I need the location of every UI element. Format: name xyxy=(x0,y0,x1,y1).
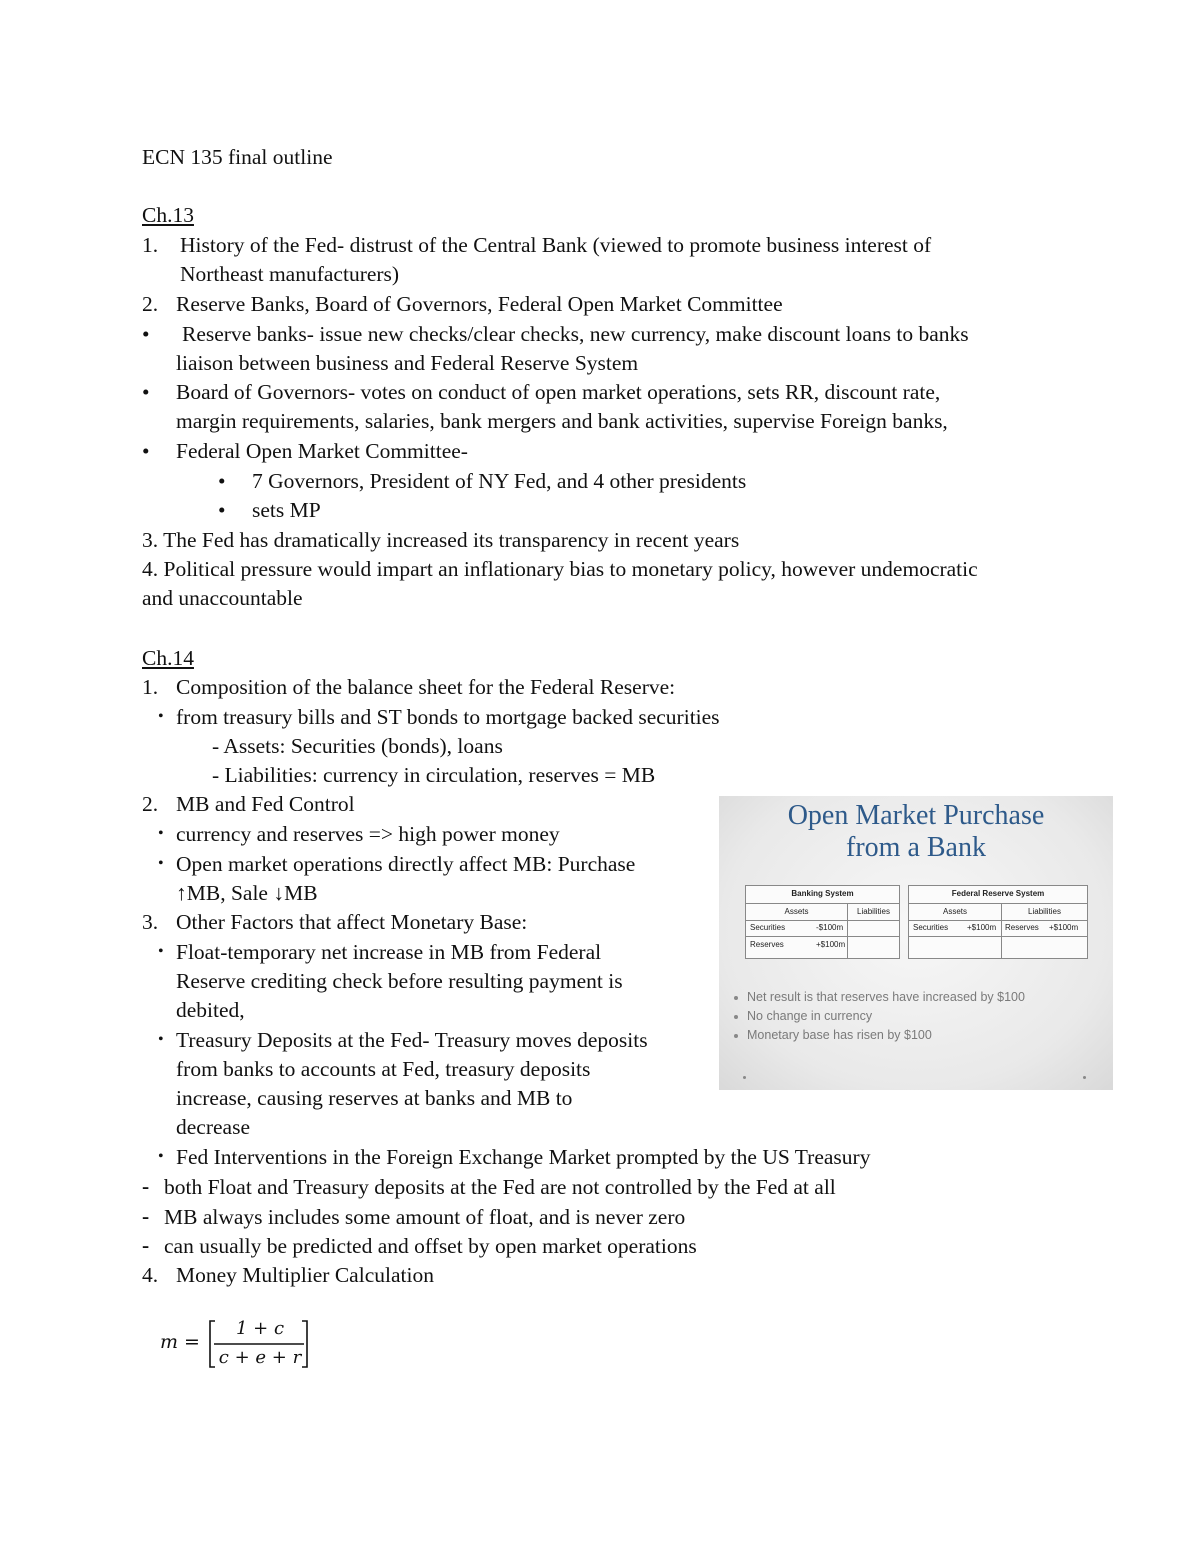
chapter-14-heading: Ch.14 xyxy=(142,646,194,670)
ch14-item3-bullet1-line3: debited, xyxy=(176,998,245,1022)
formula-numerator: 1 + c xyxy=(235,1318,285,1339)
ch14-item2-number: 2. xyxy=(142,792,159,816)
federal-reserve-t-account xyxy=(908,885,1088,959)
fed-assets-header: Assets xyxy=(942,907,967,916)
slide-bullet-icon xyxy=(734,996,738,1000)
bullet-icon: • xyxy=(158,943,164,960)
slide-title-line2: from a Bank xyxy=(846,832,986,863)
ch14-item4-number: 4. xyxy=(142,1263,159,1287)
bullet-icon: • xyxy=(158,1031,164,1048)
slide-bullet-icon xyxy=(734,1015,738,1019)
slide-corner-dot-icon xyxy=(1083,1076,1086,1079)
banking-reserves-label: Reserves xyxy=(750,940,784,949)
ch14-dash2: MB always includes some amount of float, and is never zero xyxy=(164,1205,686,1229)
bullet-icon: • xyxy=(142,322,150,346)
ch14-item3: Other Factors that affect Monetary Base: xyxy=(176,910,528,934)
ch13-item2-number: 2. xyxy=(142,292,159,316)
banking-reserves-value: +$100m xyxy=(816,940,846,949)
ch14-item3-bullet2-line1: Treasury Deposits at the Fed- Treasury moves deposits xyxy=(176,1028,648,1052)
fed-system-title: Federal Reserve System xyxy=(951,889,1045,898)
fed-reserves-label: Reserves xyxy=(1005,923,1039,932)
fed-reserves-value: +$100m xyxy=(1049,923,1079,932)
bullet-icon: • xyxy=(218,498,226,522)
document-title: ECN 135 final outline xyxy=(142,145,333,169)
ch14-item1: Composition of the balance sheet for the Federal Reserve: xyxy=(176,675,676,699)
ch13-item1-line2: Northeast manufacturers) xyxy=(180,262,400,286)
ch13-bullet3-sub2: sets MP xyxy=(252,498,321,522)
bullet-icon: • xyxy=(158,855,164,872)
slide-corner-dot-icon xyxy=(743,1076,746,1079)
banking-system-title: Banking System xyxy=(791,889,854,898)
banking-securities-label: Securities xyxy=(750,923,786,932)
ch14-item3-bullet2-line3: increase, causing reserves at banks and MB to xyxy=(176,1086,573,1110)
ch13-bullet2-line1: Board of Governors- votes on conduct of open market operations, sets RR, discount rate, xyxy=(176,380,941,404)
slide-bullet-1: Net result is that reserves have increased by $100 xyxy=(747,990,1025,1004)
slide-title-line1: Open Market Purchase xyxy=(787,800,1045,831)
banking-liabilities-header: Liabilities xyxy=(857,907,890,916)
ch14-item3-bullet1-line2: Reserve crediting check before resulting payment is xyxy=(176,969,623,993)
ch13-bullet3: Federal Open Market Committee- xyxy=(176,439,468,463)
ch14-item3-number: 3. xyxy=(142,910,159,934)
formula-lhs: m = xyxy=(160,1331,200,1353)
dash-icon: - xyxy=(142,1204,150,1228)
ch14-item2: MB and Fed Control xyxy=(176,792,355,816)
chapter-13-heading: Ch.13 xyxy=(142,203,194,227)
slide-bullet-3: Monetary base has risen by $100 xyxy=(747,1028,932,1042)
ch13-item1-line1: History of the Fed- distrust of the Central Bank (viewed to promote business interest of xyxy=(180,233,932,257)
ch14-item1-assets: - Assets: Securities (bonds), loans xyxy=(212,734,503,758)
ch13-item2: Reserve Banks, Board of Governors, Federal Open Market Committee xyxy=(176,292,783,316)
ch14-item1-number: 1. xyxy=(142,675,159,699)
money-multiplier-formula xyxy=(160,1318,320,1370)
ch14-item3-bullet2-line2: from banks to accounts at Fed, treasury deposits xyxy=(176,1057,591,1081)
ch13-bullet1-line2: liaison between business and Federal Reserve System xyxy=(176,351,639,375)
ch14-item1-liabilities: - Liabilities: currency in circulation, reserves = MB xyxy=(212,763,656,787)
ch14-item3-bullet2-line4: decrease xyxy=(176,1115,250,1139)
bullet-icon: • xyxy=(142,439,150,463)
open-market-purchase-slide xyxy=(719,796,1113,1090)
ch14-item2-bullet2-line1: Open market operations directly affect MB: Purchase xyxy=(176,852,636,876)
ch13-bullet3-sub1: 7 Governors, President of NY Fed, and 4 other presidents xyxy=(252,469,747,493)
bullet-icon: • xyxy=(158,825,164,842)
bullet-icon: • xyxy=(142,380,150,404)
ch14-item3-bullet3: Fed Interventions in the Foreign Exchange Market prompted by the US Treasury xyxy=(176,1145,871,1169)
bullet-icon: • xyxy=(158,708,164,725)
fed-liabilities-header: Liabilities xyxy=(1028,907,1061,916)
ch13-item4-line2: and unaccountable xyxy=(142,586,303,610)
banking-assets-header: Assets xyxy=(784,907,809,916)
ch14-item3-bullet1-line1: Float-temporary net increase in MB from Federal xyxy=(176,940,602,964)
banking-system-t-account xyxy=(745,885,900,959)
ch14-dash3: can usually be predicted and offset by open market operations xyxy=(164,1234,697,1258)
fed-securities-label: Securities xyxy=(913,923,949,932)
ch14-item4: Money Multiplier Calculation xyxy=(176,1263,434,1287)
ch14-dash1: both Float and Treasury deposits at the Fed are not controlled by the Fed at all xyxy=(164,1175,836,1199)
dash-icon: - xyxy=(142,1233,150,1257)
ch13-item3: 3. The Fed has dramatically increased its transparency in recent years xyxy=(142,528,740,552)
ch14-item1-bullet1: from treasury bills and ST bonds to mortgage backed securities xyxy=(176,705,720,729)
dash-icon: - xyxy=(142,1174,150,1198)
ch13-item4-line1: 4. Political pressure would impart an inflationary bias to monetary policy, however undemocratic xyxy=(142,557,978,581)
slide-bullet-icon xyxy=(734,1034,738,1038)
banking-securities-value: -$100m xyxy=(816,923,844,932)
bullet-icon: • xyxy=(218,469,226,493)
bullet-icon: • xyxy=(158,1148,164,1165)
ch14-item2-bullet2-line2: ↑MB, Sale ↓MB xyxy=(176,881,318,905)
fed-securities-value: +$100m xyxy=(967,923,997,932)
ch13-bullet2-line2: margin requirements, salaries, bank mergers and bank activities, supervise Foreign banks, xyxy=(176,409,948,433)
formula-denominator: c + e + r xyxy=(218,1347,302,1368)
ch13-bullet1-line1: Reserve banks- issue new checks/clear checks, new currency, make discount loans to banks xyxy=(182,322,969,346)
slide-bullet-2: No change in currency xyxy=(747,1009,873,1023)
ch14-item2-bullet1: currency and reserves => high power money xyxy=(176,822,560,846)
ch13-item1-number: 1. xyxy=(142,233,159,257)
